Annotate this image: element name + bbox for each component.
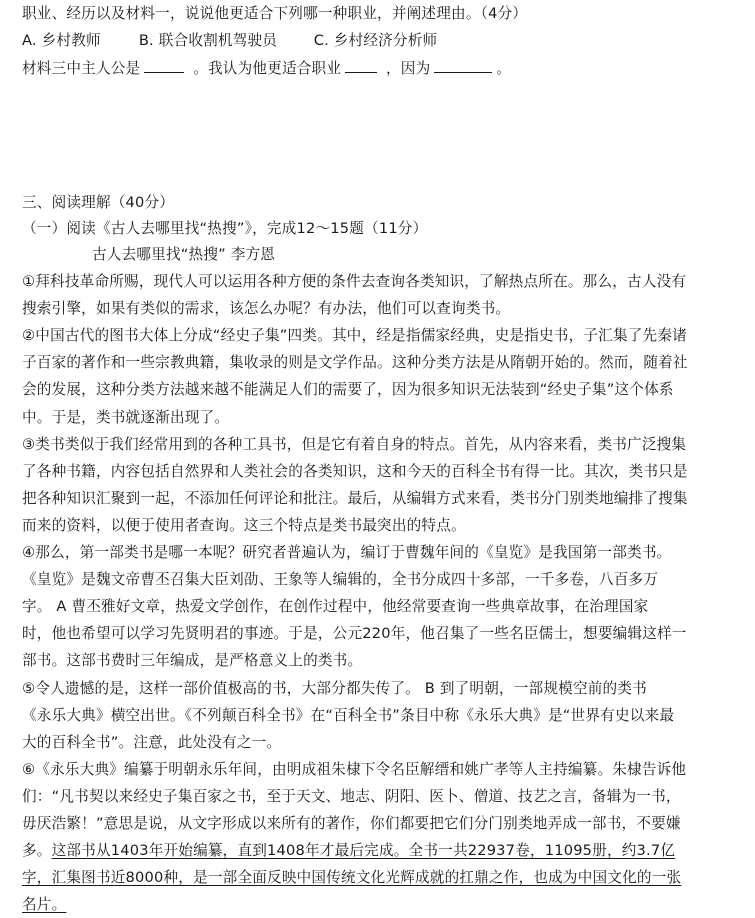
- article-line: 《皇览》是魏文帝曹丕召集大臣刘劭、王象等人编辑的，全书分成四十多部，一千多卷，八百多万: [22, 571, 659, 589]
- fill-label-career: 。我认为他更适合职业: [193, 60, 342, 77]
- fill-label-protagonist: 材料三中主人公是: [22, 60, 141, 77]
- article-line: 会的发展，这种分类方法越来越不能满足人们的需要了，因为很多知识无法装到“经史子集”这个体系: [22, 381, 674, 399]
- article-line: ⑥《永乐大典》编纂于明朝永乐年间，由明成祖朱棣下令名臣解缙和姚广孝等人主持编纂。朱棣告诉他: [22, 760, 687, 778]
- blank-reason[interactable]: [434, 58, 492, 73]
- article-line: 搜索引擎，如果有类似的需求，该怎么办呢？有办法，他们可以查询类书。: [22, 300, 511, 318]
- option-c: C. 乡村经济分析师: [313, 32, 438, 49]
- article-line: 毋厌浩繁！”意思是说，从文字形成以来所有的著作，你们都要把它们分门别类地弄成一部书，不要嫌: [22, 815, 681, 832]
- article-line: 了各种书籍，内容包括自然界和人类社会的各类知识，这和今天的百科全书有得一比。其次，类书只是: [22, 462, 688, 480]
- fill-label-reason: ，因为: [386, 60, 431, 77]
- fill-in-line: [22, 58, 734, 78]
- article-title: 古人去哪里找“热搜” 李方恩: [92, 246, 276, 263]
- underlined-passage: 这部书从1403年开始编纂，直到1408年才最后完成。全书一共22937卷，11095册，约3.7亿: [51, 842, 676, 860]
- answer-options: [22, 31, 734, 50]
- option-a: A. 乡村教师: [22, 32, 101, 49]
- article-line: ⑤令人遗憾的是，这样一部价值极高的书，大部分都失传了。 B 到了明朝，一部规模空前的类书: [22, 679, 647, 697]
- article-line: 把各种知识汇聚到一起，不添加任何评论和批注。最后，从编辑方式来看，类书分门别类地编排了搜集: [22, 489, 688, 507]
- underlined-line: 名片。: [22, 896, 67, 914]
- article-line: 部书。这部书费时三年编成，是严格意义上的类书。: [22, 652, 363, 670]
- article-line: 中。于是，类书就逐渐出现了。: [22, 408, 230, 426]
- section-heading: 三、阅读理解（40分）: [22, 194, 175, 211]
- article-line: ②中国古代的图书大体上分成“经史子集”四类。其中，经是指儒家经典，史是指史书，子汇集了先秦诸: [22, 327, 687, 345]
- option-b: B. 联合收割机驾驶员: [138, 32, 278, 49]
- article-line: 字。 A 曹丕雅好文章，热爱文学创作，在创作过程中，他经常要查询一些典章故事，在治理国家: [22, 598, 649, 616]
- article-line: ③类书类似于我们经常用到的各种工具书，但是它有着自身的特点。首先，从内容来看，类书广泛搜集: [22, 435, 687, 453]
- fill-end: 。: [496, 60, 512, 77]
- article-line: 《永乐大典》横空出世。《不列颠百科全书》在“百科全书”条目中称《永乐大典》是“世界有史以来最: [22, 706, 675, 724]
- article-line: ①拜科技革命所赐，现代人可以运用各种方便的条件去查询各类知识，了解热点所在。那么，古人没有: [22, 273, 687, 290]
- article-line: [22, 841, 734, 860]
- article-line: 子百家的著作和一些宗教典籍，集收录的则是文学作品。这种分类方法是从隋朝开始的。然而，随着社: [22, 354, 688, 372]
- underlined-line: 字，汇集图书近8000种，是一部全面反映中国传统文化光辉成就的扛鼎之作，也成为中国文化的一张: [22, 869, 682, 887]
- article-line: 而来的资料，以便于使用者查询。这三个特点是类书最突出的特点。: [22, 516, 466, 534]
- article-line: 时，他也希望可以学习先贤明君的事迹。于是，公元220年，他召集了一些名臣儒士，想要编辑这样一: [22, 625, 687, 643]
- question-tail: 职业、经历以及材料一，说说他更适合下列哪一种职业，并阐述理由。（4分）: [22, 5, 528, 22]
- article-line-text: 多。: [22, 842, 52, 860]
- blank-career[interactable]: [345, 58, 377, 73]
- article-line: 大的百科全书”。注意，此处没有之一。: [22, 733, 282, 751]
- article-line: 们：“凡书契以来经史子集百家之书，至于天文、地志、阴阳、医卜、僧道、技艺之言，备辑为一书，: [22, 787, 681, 805]
- article-line: ④那么，第一部类书是哪一本呢？研究者普遍认为，编订于曹魏年间的《皇览》是我国第一部类书。: [22, 544, 672, 561]
- sub-heading: （一）阅读《古人去哪里找“热搜”》，完成12～15题（11分）: [22, 220, 428, 237]
- blank-protagonist[interactable]: [144, 58, 184, 73]
